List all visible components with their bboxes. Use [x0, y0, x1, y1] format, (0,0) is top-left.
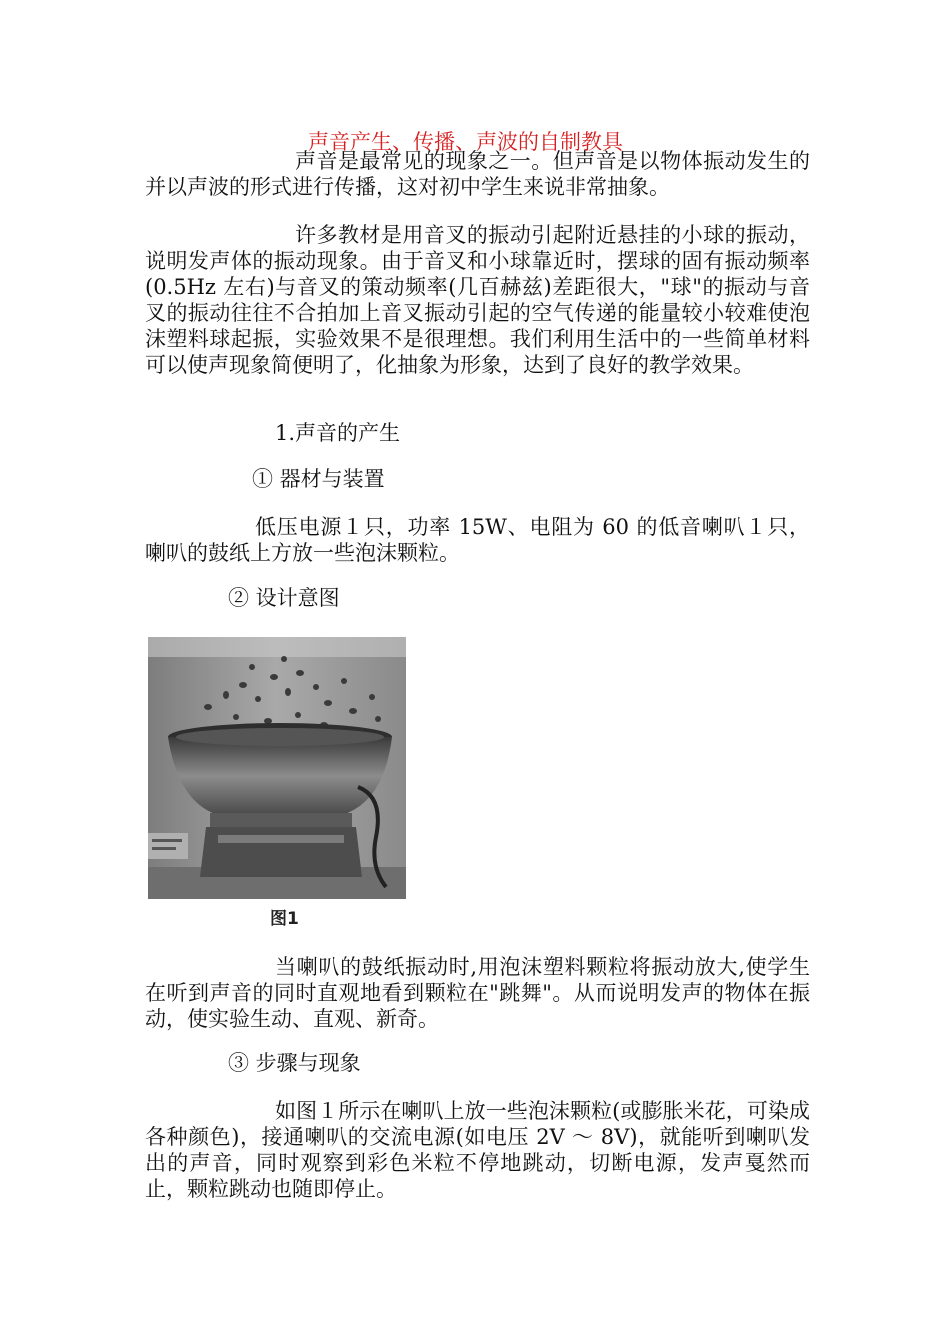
speaker-with-foam-particles-image	[148, 637, 406, 899]
paragraph-background: 许多教材是用音叉的振动引起附近悬挂的小球的振动，说明发声体的振动现象。由于音叉和小球靠近时，摆球的固有振动频率(0.5Hz 左右)与音叉的策动频率(几百赫兹)差距很大，"球"的振动与音叉的振动往往不合拍加上音叉振动引起的空气传递的能量较小较难使泡沫塑料球起振，实验效果不是很理想。我们利用生活中的一些简单材料可以使声现象简便明了，化抽象为形象，达到了良好的教学效果。	[145, 223, 810, 377]
figure-caption: 图1	[270, 909, 299, 929]
subheading-design-intent: ② 设计意图	[228, 586, 340, 610]
subheading-materials: ① 器材与装置	[252, 467, 385, 491]
paragraph-design-explanation: 当喇叭的鼓纸振动时,用泡沫塑料颗粒将振动放大,使学生在听到声音的同时直观地看到颗粒在"跳舞"。从而说明发声的物体在振动，使实验生动、直观、新奇。	[145, 955, 810, 1031]
figure-speaker-photo	[148, 637, 406, 899]
section-heading-sound-production: 1.声音的产生	[275, 421, 401, 445]
document-title: 声音产生、传播、声波的自制教具	[308, 130, 623, 154]
paragraph-steps: 如图１所示在喇叭上放一些泡沫颗粒(或膨胀米花，可染成各种颜色)，接通喇叭的交流电源(如电压 2V ～ 8V)，就能听到喇叭发出的声音，同时观察到彩色米粒不停地跳动，切断电源，发声戛然而 止，颗粒跳动也随即停止。	[145, 1099, 831, 1201]
subheading-steps-phenomena: ③ 步骤与现象	[228, 1051, 361, 1075]
paragraph-intro: 声音是最常见的现象之一。但声音是以物体振动发生的并以声波的形式进行传播，这对初中学生来说非常抽象。	[145, 149, 810, 199]
paragraph-materials: 低压电源１只，功率 15W、电阻为 60 的低音喇叭１只，喇叭的鼓纸上方放一些泡沫颗粒。	[145, 515, 810, 565]
